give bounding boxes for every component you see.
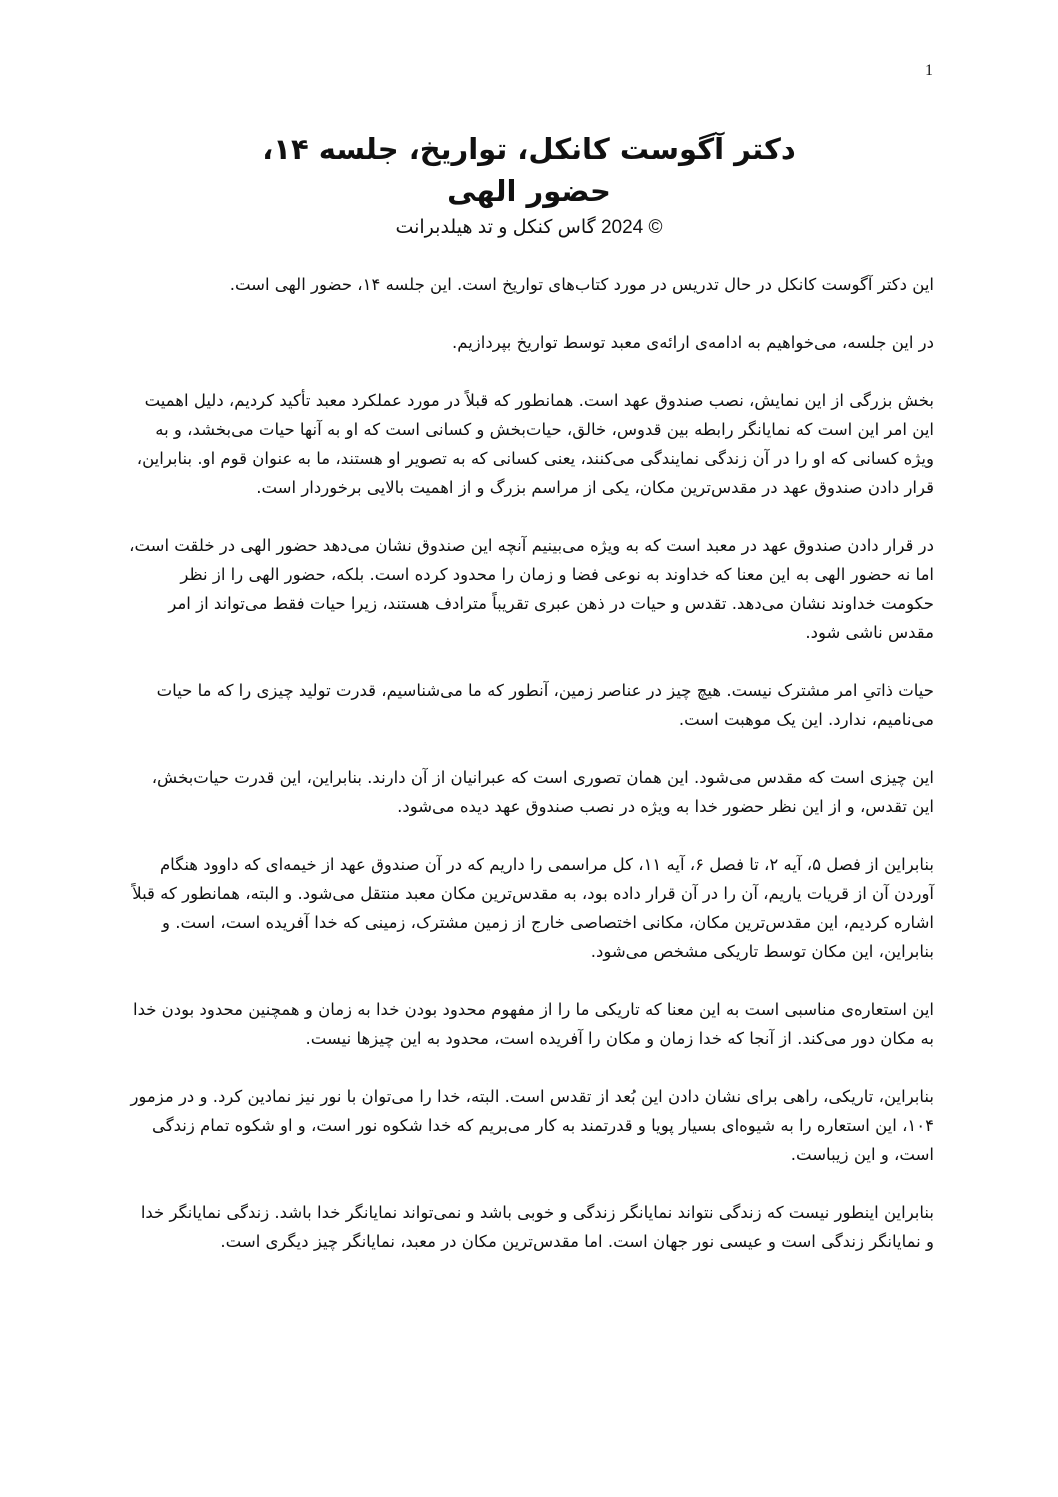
paragraph: این استعاره‌ی مناسبی است به این معنا که تاریکی ما را از مفهوم محدود بودن خدا به زمان و همچنین محدود بودن خدا به مکان دور می‌کند. از آنجا که خدا زمان و مکان را آفریده است، محدود به این چیزها نیست. xyxy=(132,1000,934,1048)
document-title: دکتر آگوست کانکل، تواریخ، جلسه ۱۴، xyxy=(262,132,796,166)
paragraph: بخش بزرگی از این نمایش، نصب صندوق عهد است. همانطور که قبلاً در مورد عملکرد معبد تأکید کردیم، دلیل اهمیت این امر این است که نمایانگر رابطه بین قدوس، خالق، حیات‌بخش و کسانی است که او به آنها حیات می‌بخشد، و به ویژه کسانی که او را در آن زندگی نمایندگی می‌کنند، یعنی کسانی که به تصویر او هستند، ما به عنوان قوم او. بنابراین، قرار دادن صندوق عهد در مقدس‌ترین مکان، یکی از مراسم بزرگ و از اهمیت بالایی برخوردار است. xyxy=(136,391,934,497)
title-block xyxy=(128,128,930,242)
paragraph: در قرار دادن صندوق عهد در معبد است که به ویژه می‌بینیم آنچه این صندوق نشان می‌دهد حضور الهی در خلقت است، اما نه حضور الهی به این معنا که خداوند به نوعی فضا و زمان را محدود کرده است. بلکه، حضور الهی را از نظر حکومت خداوند نشان می‌دهد. تقدس و حیات در ذهن عبری تقریباً مترادف هستند، زیرا حیات فقط می‌تواند از امر مقدس ناشی شود. xyxy=(129,536,934,642)
page-number: 1 xyxy=(925,62,933,79)
paragraph: بنابراین از فصل ۵، آیه ۲، تا فصل ۶، آیه ۱۱، کل مراسمی را داریم که در آن صندوق عهد از خیمه‌ای که داوود هنگام آوردن آن از قریات یاریم، آن را در آن قرار داده بود، به مقدس‌ترین مکان معبد منتقل می‌شود. و البته، همانطور که قبلاً اشاره کردیم، این مقدس‌ترین مکان، مکانی اختصاصی خارج از زمین مشترک، زمینی که خدا آفریده است، است. و بنابراین، این مکان توسط تاریکی مشخص می‌شود. xyxy=(132,855,934,961)
paragraph: این دکتر آگوست کانکل در حال تدریس در مورد کتاب‌های تواریخ است. این جلسه ۱۴، حضور الهی است. xyxy=(229,275,934,294)
paragraph: این چیزی است که مقدس می‌شود. این همان تصوری است که عبرانیان از آن دارند. بنابراین، این قدرت حیات‌بخش، این تقدس، و از این نظر حضور خدا به ویژه در نصب صندوق عهد دیده می‌شود. xyxy=(151,768,934,816)
copyright-line: © 2024 گاس کنکل و تد هیلدبرانت xyxy=(395,217,663,238)
paragraph: بنابراین اینطور نیست که زندگی نتواند نمایانگر زندگی و خوبی باشد و نمی‌تواند نمایانگر خدا باشد. زندگی نمایانگر خدا و نمایانگر زندگی است و عیسی نور جهان است. اما مقدس‌ترین مکان در معبد، نمایانگر چیز دیگری است. xyxy=(140,1203,934,1251)
document-subtitle: حضور الهی xyxy=(447,174,611,208)
paragraph: بنابراین، تاریکی، راهی برای نشان دادن این بُعد از تقدس است. البته، خدا را می‌توان با نور نیز نمادین کرد. و در مزمور ۱۰۴، این استعاره را به شیوه‌ای بسیار پویا و قدرتمند به کار می‌بریم که خدا شکوه نور است، و او شکوه تمام زندگی است، و این زیباست. xyxy=(130,1087,934,1164)
paragraph: حیات ذاتیِ امر مشترک نیست. هیچ چیز در عناصر زمین، آنطور که ما می‌شناسیم، قدرت تولید چیزی را که ما حیات می‌نامیم، ندارد. این یک موهبت است. xyxy=(156,681,934,729)
document-body xyxy=(128,270,934,1285)
paragraph: در این جلسه، می‌خواهیم به ادامه‌ی ارائه‌ی معبد توسط تواریخ بپردازیم. xyxy=(451,333,934,352)
